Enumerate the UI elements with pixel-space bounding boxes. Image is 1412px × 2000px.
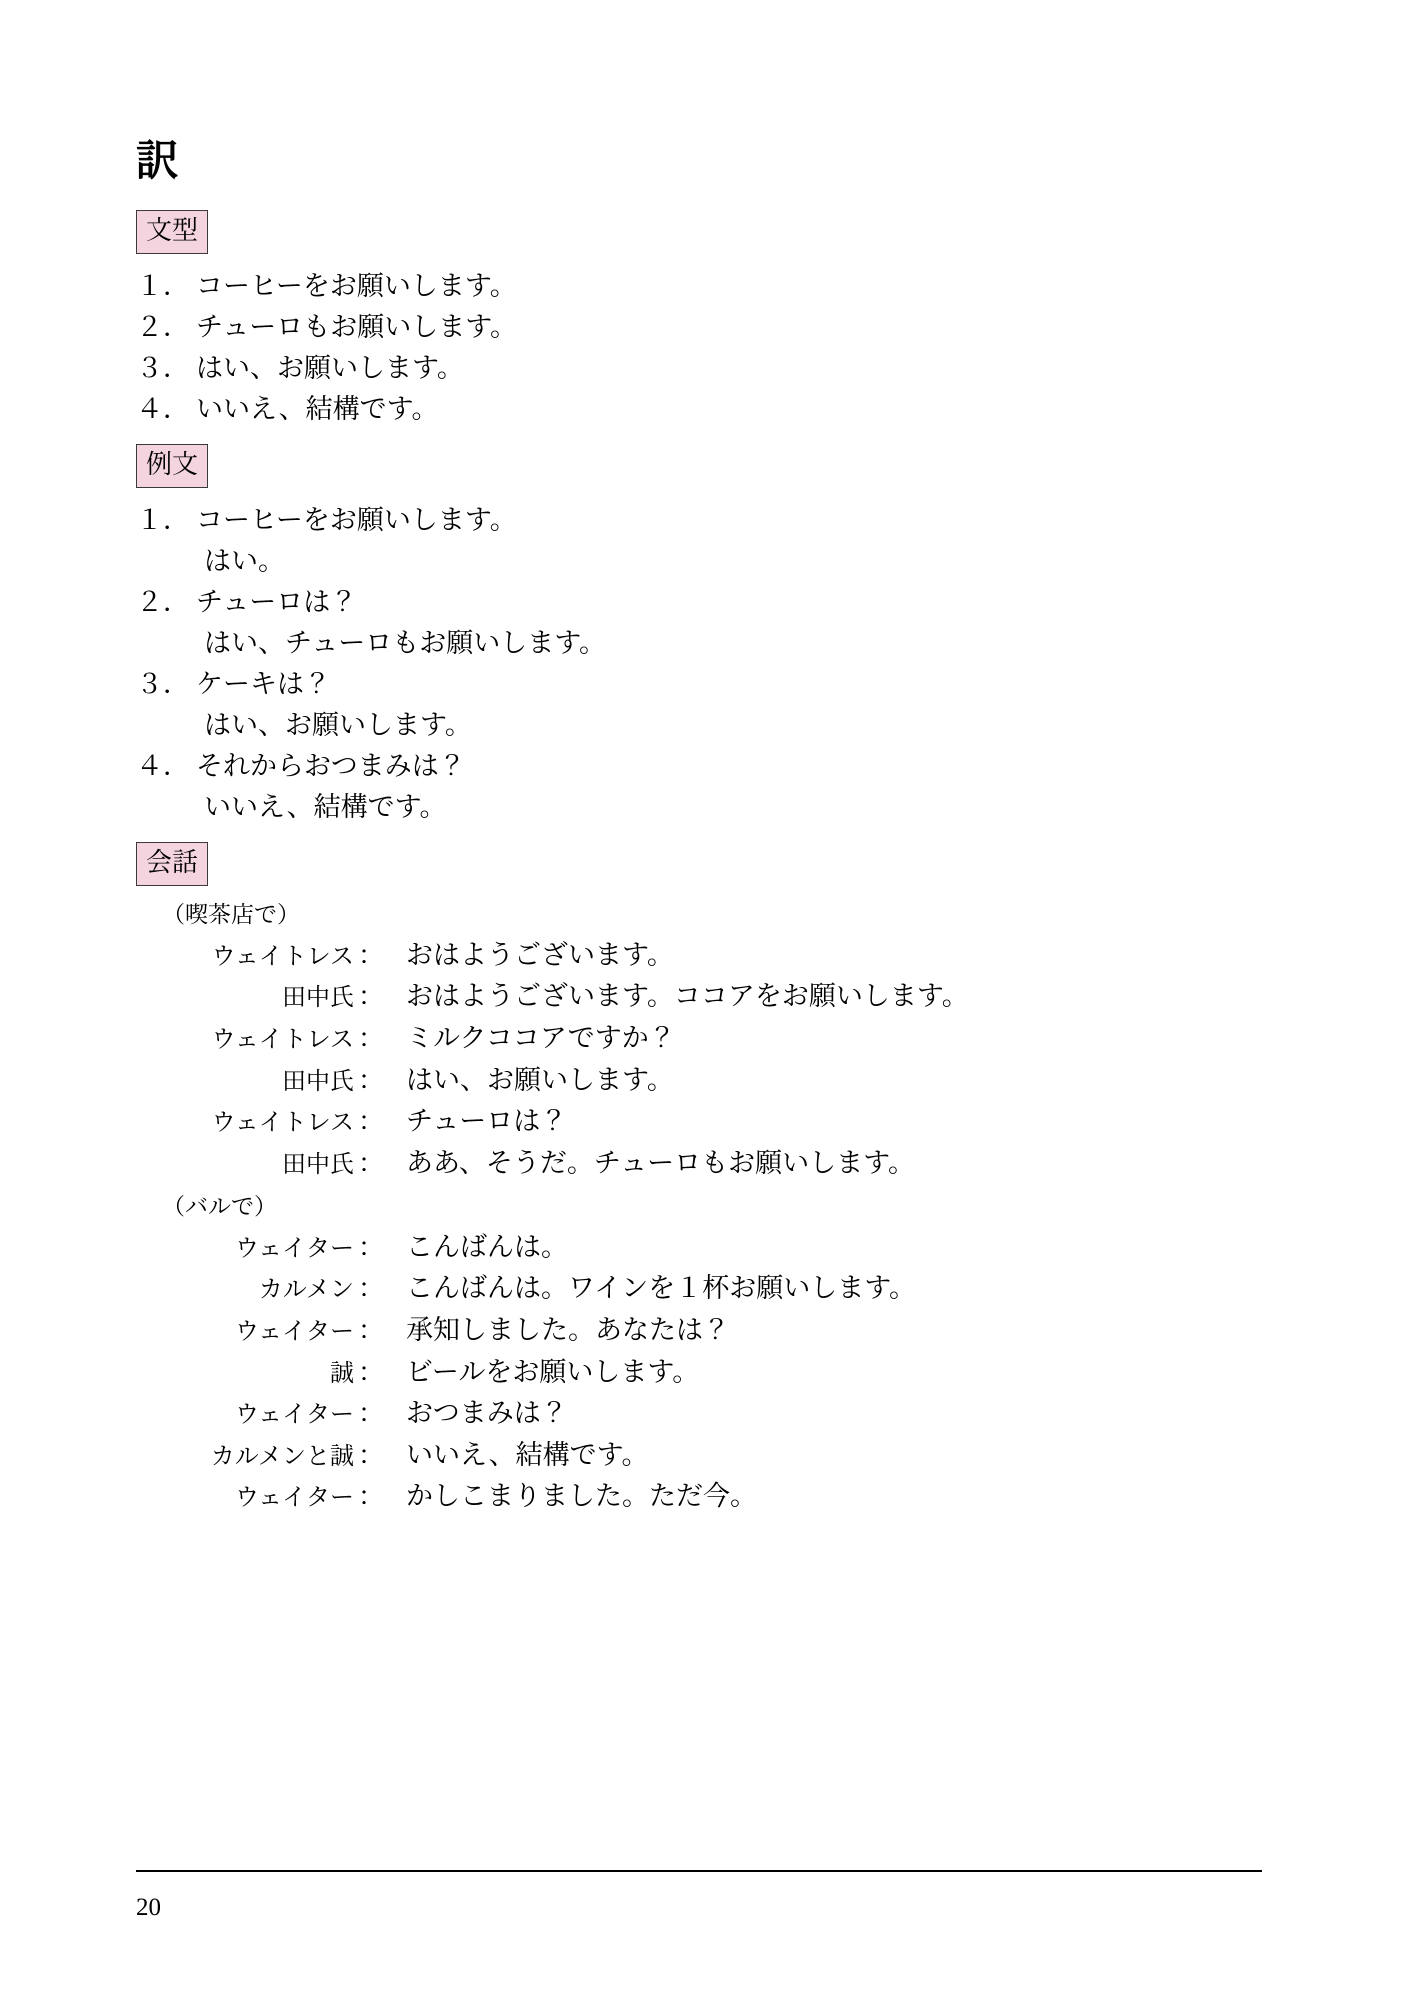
dialogue-line bbox=[136, 976, 1262, 1018]
item-text: はい、お願いします。 bbox=[196, 353, 464, 384]
item-number: ３． bbox=[136, 669, 190, 700]
speaker-label: 誠 bbox=[330, 1360, 354, 1387]
item-text: コーヒーをお願いします。 bbox=[196, 271, 517, 301]
speaker-label: ウェイトレス bbox=[211, 1110, 354, 1137]
dialogue-line bbox=[136, 1018, 1262, 1060]
item-reply: はい。 bbox=[204, 546, 285, 577]
dialogue-bar bbox=[136, 1227, 1262, 1518]
item-number: ４． bbox=[136, 751, 190, 782]
speaker-colon: ： bbox=[358, 940, 385, 970]
dialogue-line bbox=[136, 1393, 1262, 1435]
scene-heading: （喫茶店で） bbox=[162, 902, 300, 928]
speaker-text: こんばんは。ワインを１杯お願いします。 bbox=[406, 1273, 917, 1304]
speaker-colon: ： bbox=[358, 1274, 385, 1304]
speaker-colon: ： bbox=[358, 1357, 385, 1387]
bunkei-list bbox=[136, 266, 1262, 430]
speaker-label: 田中氏 bbox=[282, 1068, 354, 1095]
item-reply: はい、お願いします。 bbox=[204, 710, 472, 741]
speaker-label: 田中氏 bbox=[282, 1151, 354, 1178]
dialogue-line bbox=[136, 1268, 1262, 1310]
footer-divider bbox=[136, 1870, 1262, 1872]
dialogue-line bbox=[136, 1476, 1262, 1518]
item-text: それからおつまみは？ bbox=[196, 751, 466, 782]
reibun-list bbox=[136, 500, 1262, 828]
dialogue-line bbox=[136, 1101, 1262, 1143]
item-text: チューロもお願いします。 bbox=[196, 312, 518, 343]
speaker-colon: ： bbox=[358, 1482, 385, 1512]
speaker-label: カルメンと誠 bbox=[210, 1443, 354, 1470]
speaker-text: かしこまりました。ただ今。 bbox=[406, 1481, 758, 1512]
scene-heading: （バルで） bbox=[162, 1194, 277, 1220]
item-text: いいえ、結構です。 bbox=[196, 394, 439, 425]
speaker-colon: ： bbox=[358, 1065, 385, 1095]
speaker-colon: ： bbox=[358, 982, 385, 1012]
list-item bbox=[136, 389, 1262, 430]
section-tag-kaiwa: 会話 bbox=[136, 842, 208, 886]
speaker-colon: ： bbox=[358, 1024, 385, 1054]
speaker-text: 承知しました。あなたは？ bbox=[406, 1315, 731, 1345]
dialogue-line bbox=[136, 935, 1262, 977]
speaker-text: ミルクココアですか？ bbox=[406, 1023, 676, 1054]
speaker-label: ウェイター bbox=[234, 1402, 354, 1429]
speaker-colon: ： bbox=[358, 1232, 385, 1262]
list-item bbox=[136, 307, 1262, 348]
list-item bbox=[136, 348, 1262, 389]
speaker-colon: ： bbox=[358, 1316, 385, 1345]
page-number: 20 bbox=[136, 1894, 161, 1921]
dialogue-line bbox=[136, 1352, 1262, 1394]
item-number: １． bbox=[136, 505, 190, 536]
item-text: コーヒーをお願いします。 bbox=[196, 505, 517, 536]
speaker-text: はい、お願いします。 bbox=[406, 1064, 674, 1095]
section-tag-bunkei: 文型 bbox=[136, 210, 208, 254]
item-reply: いいえ、結構です。 bbox=[204, 792, 447, 823]
section-kaiwa bbox=[136, 842, 1262, 1518]
dialogue-cafe bbox=[136, 935, 1262, 1184]
speaker-colon: ： bbox=[358, 1107, 385, 1137]
dialogue-line bbox=[136, 1310, 1262, 1352]
speaker-label: 田中氏 bbox=[282, 985, 354, 1012]
item-number: ４． bbox=[136, 394, 190, 425]
section-reibun bbox=[136, 444, 1262, 828]
list-item bbox=[136, 500, 1262, 541]
item-reply: はい、チューロもお願いします。 bbox=[204, 628, 607, 659]
speaker-colon: ： bbox=[358, 1440, 385, 1470]
section-bunkei bbox=[136, 210, 1262, 430]
speaker-label: ウェイター bbox=[234, 1319, 354, 1345]
dialogue-line bbox=[136, 1435, 1262, 1477]
speaker-label: カルメン bbox=[258, 1277, 354, 1304]
section-tag-reibun: 例文 bbox=[136, 444, 208, 488]
speaker-text: おはようございます。ココアをお願いします。 bbox=[406, 981, 969, 1012]
page-title: 訳 bbox=[136, 136, 179, 185]
speaker-text: ああ、そうだ。チューロもお願いします。 bbox=[406, 1147, 915, 1178]
speaker-text: おつまみは？ bbox=[406, 1398, 568, 1429]
list-item bbox=[136, 664, 1262, 705]
speaker-text: いいえ、結構です。 bbox=[406, 1439, 649, 1470]
item-number: ２． bbox=[136, 312, 190, 343]
item-number: １． bbox=[136, 271, 190, 301]
speaker-label: ウェイター bbox=[234, 1235, 354, 1262]
item-number: ３． bbox=[136, 353, 190, 384]
list-item bbox=[136, 266, 1262, 307]
speaker-colon: ： bbox=[358, 1399, 385, 1429]
speaker-label: ウェイトレス bbox=[211, 1027, 354, 1054]
speaker-label: ウェイトレス bbox=[211, 943, 354, 970]
item-text: チューロは？ bbox=[196, 587, 358, 618]
list-item bbox=[136, 582, 1262, 623]
item-text: ケーキは？ bbox=[196, 669, 331, 700]
speaker-text: ビールをお願いします。 bbox=[406, 1356, 700, 1387]
speaker-label: ウェイター bbox=[234, 1485, 354, 1512]
dialogue-line bbox=[136, 1143, 1262, 1185]
item-number: ２． bbox=[136, 587, 190, 618]
speaker-colon: ： bbox=[358, 1148, 385, 1178]
dialogue-line bbox=[136, 1060, 1262, 1102]
list-item bbox=[136, 746, 1262, 787]
speaker-text: こんばんは。 bbox=[406, 1231, 569, 1262]
dialogue-line bbox=[136, 1227, 1262, 1269]
speaker-text: チューロは？ bbox=[406, 1106, 568, 1137]
speaker-text: おはようございます。 bbox=[406, 939, 674, 970]
